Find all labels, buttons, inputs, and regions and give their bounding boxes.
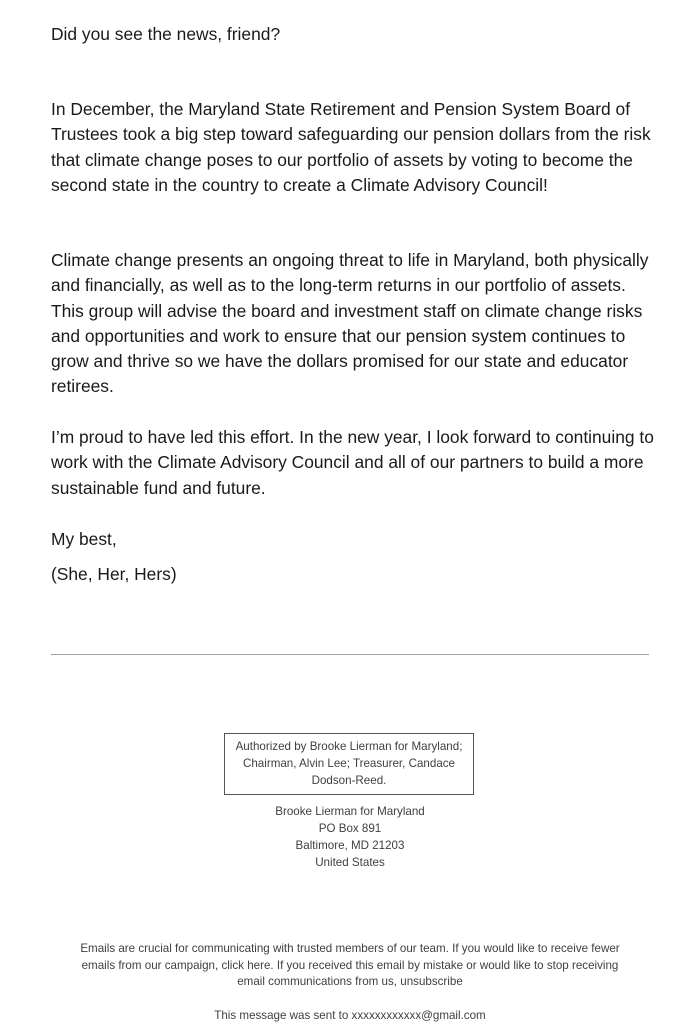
footer-divider: [51, 654, 649, 655]
sent-to-prefix: This message was sent to: [214, 1009, 352, 1022]
address-line1: PO Box 891: [318, 822, 382, 835]
email-preferences-note: [70, 941, 630, 991]
pronouns: (She, Her, Hers): [51, 564, 177, 584]
address-city-state-zip: Baltimore, MD 21203: [295, 839, 405, 852]
paid-for-disclaimer: Authorized by Brooke Lierman for Maryland; Chairman, Alvin Lee; Treasurer, Candace Dodson-Reed.: [224, 733, 474, 795]
signoff: My best,: [51, 529, 117, 549]
paragraph-1: In December, the Maryland State Retirement and Pension System Board of Trustees took a big step toward safeguarding our pension dollars from the risk that climate change poses to our portfolio of assets by voting to become the second state in the country to create a Climate Advisory Council!: [51, 99, 651, 195]
paragraph-2: Climate change presents an ongoing threat to life in Maryland, both physically and financially, as well as to the long-term returns in our portfolio of assets. This group will advise the board and investment staff on climate change risks and opportunities and work to ensure that our pension system continues to grow and thrive so we have the dollars promised for our state and educator retirees.: [51, 250, 649, 397]
unsubscribe-link[interactable]: unsubscribe: [400, 975, 463, 989]
sent-to-line: [100, 1007, 600, 1024]
address-country: United States: [315, 856, 385, 869]
greeting: Did you see the news, friend?: [51, 24, 281, 44]
paragraph-3: I’m proud to have led this effort. In the new year, I look forward to continuing to work with the Climate Advisory Council and all of our partners to build a more sustainable fund and future.: [51, 427, 654, 498]
address-name: Brooke Lierman for Maryland: [275, 805, 425, 818]
note-text-1: Emails are crucial for communicating with trusted members of our team. If you would like to receive fewer emails from our campaign,: [80, 942, 620, 972]
mailing-address: [200, 803, 500, 871]
note-text-2: . If you received this email by mistake or would like to stop receiving email communications from us,: [237, 958, 619, 989]
recipient-email-link[interactable]: xxxxxxxxxxxx@gmail.com: [351, 1009, 486, 1022]
click-here-link[interactable]: click here: [221, 958, 271, 972]
